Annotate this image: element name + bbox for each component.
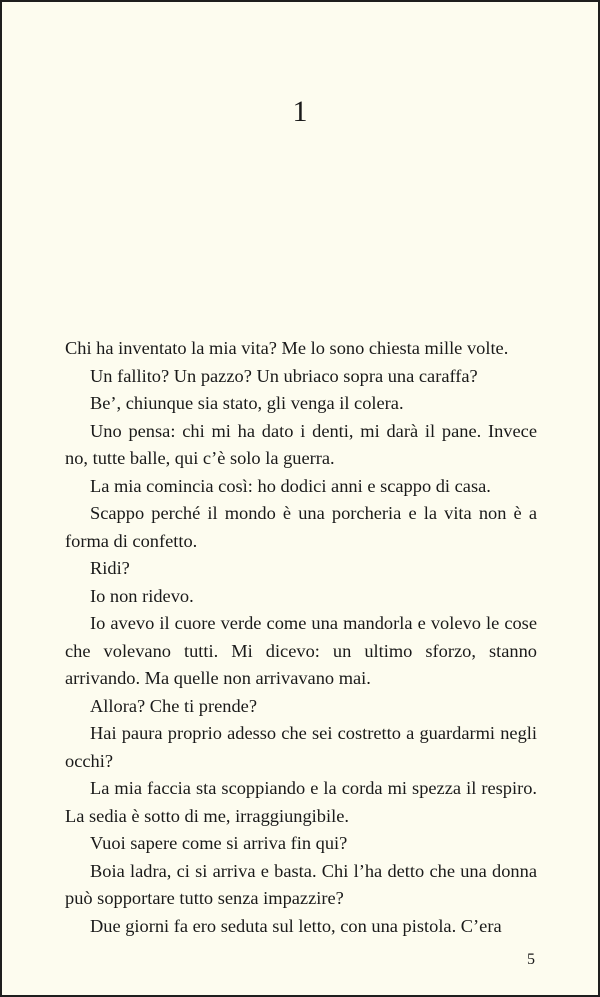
- paragraph: Io avevo il cuore verde come una mandorla e volevo le cose che volevano tutti. Mi dicevo: un ultimo sforzo, stanno arrivando. Ma quelle non arrivavano mai.: [65, 613, 537, 688]
- paragraph: Vuoi sapere come si arriva fin qui?: [90, 833, 348, 853]
- chapter-number: 1: [292, 95, 308, 128]
- paragraph: Uno pensa: chi mi ha dato i denti, mi darà il pane. Invece no, tutte balle, qui c’è solo la guerra.: [65, 420, 537, 468]
- paragraph: La mia faccia sta scoppiando e la corda mi spezza il respiro. La sedia è sotto di me, irraggiungibile.: [65, 778, 537, 826]
- paragraph: Allora? Che ti prende?: [90, 695, 257, 716]
- paragraph: Hai paura proprio adesso che sei costretto a guardarmi negli occhi?: [65, 723, 537, 771]
- paragraph: Be’, chiunque sia stato, gli venga il colera.: [90, 393, 404, 413]
- paragraph: Boia ladra, ci si arriva e basta. Chi l’ha detto che una donna può sopportare tutto senza impazzire?: [65, 860, 537, 908]
- paragraph: La mia comincia così: ho dodici anni e scappo di casa.: [90, 475, 491, 496]
- body-text: [65, 335, 537, 940]
- paragraph: Un fallito? Un pazzo? Un ubriaco sopra una caraffa?: [90, 365, 478, 386]
- paragraph: Chi ha inventato la mia vita? Me lo sono chiesta mille volte.: [65, 338, 509, 358]
- paragraph: Io non ridevo.: [90, 585, 194, 606]
- paragraph: Due giorni fa ero seduta sul letto, con una pistola. C’era: [90, 915, 502, 936]
- paragraph: Scappo perché il mondo è una porcheria e la vita non è a forma di confetto.: [65, 503, 537, 551]
- page-number: 5: [527, 951, 535, 968]
- paragraph: Ridi?: [90, 558, 130, 578]
